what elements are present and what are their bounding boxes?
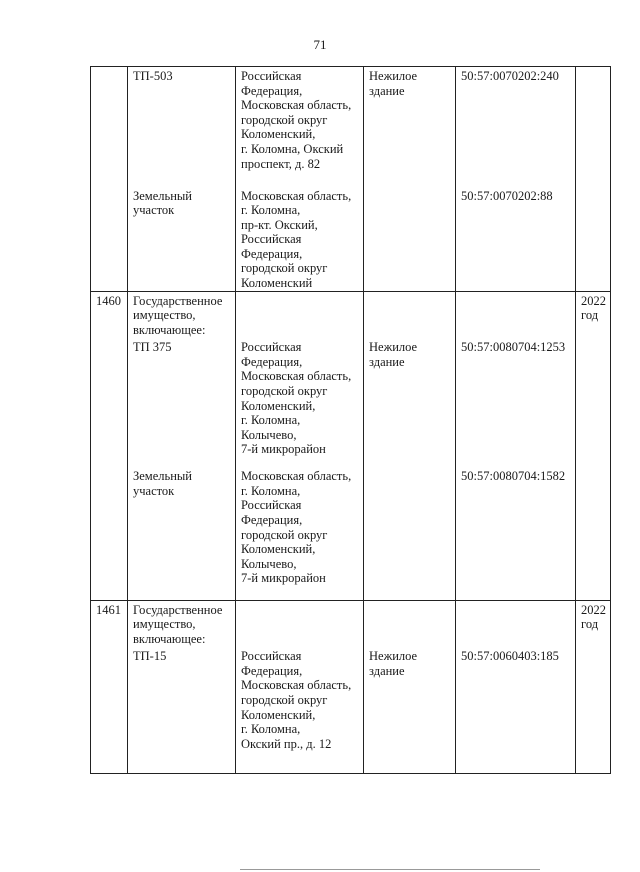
object-name: Земельный участок (128, 467, 236, 600)
cadastral-number (456, 291, 576, 338)
object-name: Государственное имущество, включающее: (128, 291, 236, 338)
object-purpose: Нежилое здание (364, 67, 456, 187)
object-name: Государственное имущество, включающее: (128, 600, 236, 647)
cadastral-number: 50:57:0080704:1253 (456, 338, 576, 467)
object-purpose (364, 467, 456, 600)
object-purpose: Нежилое здание (364, 338, 456, 467)
table-row (91, 291, 611, 338)
record-year (576, 187, 611, 292)
record-number (91, 67, 128, 187)
table-row (91, 67, 611, 187)
record-number (91, 467, 128, 600)
object-address (236, 291, 364, 338)
table-row (91, 647, 611, 773)
record-year (576, 467, 611, 600)
record-year: 2022 год (576, 600, 611, 647)
table-row (91, 338, 611, 467)
object-purpose (364, 291, 456, 338)
cadastral-number (456, 600, 576, 647)
cadastral-number: 50:57:0070202:240 (456, 67, 576, 187)
object-purpose (364, 600, 456, 647)
record-year (576, 647, 611, 773)
object-name: Земельный участок (128, 187, 236, 292)
object-address: Российская Федерация, Московская область, городской округ Коломенский, г. Коломна, Окский пр., д. 12 (236, 647, 364, 773)
property-registry-table (90, 66, 611, 774)
table-row (91, 187, 611, 292)
record-number (91, 187, 128, 292)
table-row (91, 600, 611, 647)
table-row (91, 467, 611, 600)
page-number: 71 (313, 37, 327, 52)
cadastral-number: 50:57:0080704:1582 (456, 467, 576, 600)
record-number: 1461 (91, 600, 128, 647)
object-address: Российская Федерация, Московская область, городской округ Коломенский, г. Коломна, Окский проспект, д. 82 (236, 67, 364, 187)
object-purpose (364, 187, 456, 292)
record-number (91, 338, 128, 467)
cadastral-number: 50:57:0060403:185 (456, 647, 576, 773)
object-name: ТП 375 (128, 338, 236, 467)
record-year (576, 67, 611, 187)
record-year (576, 338, 611, 467)
record-number: 1460 (91, 291, 128, 338)
object-purpose: Нежилое здание (364, 647, 456, 773)
object-address: Российская Федерация, Московская область, городской округ Коломенский, г. Коломна, Колычево, 7-й микрорайон (236, 338, 364, 467)
record-year: 2022 год (576, 291, 611, 338)
object-name: ТП-503 (128, 67, 236, 187)
object-address: Московская область, г. Коломна, Российская Федерация, городской округ Коломенский, Колычево, 7-й микрорайон (236, 467, 364, 600)
object-address (236, 600, 364, 647)
object-address: Московская область, г. Коломна, пр-кт. Окский, Российская Федерация, городской округ Коломенский (236, 187, 364, 292)
record-number (91, 647, 128, 773)
cadastral-number: 50:57:0070202:88 (456, 187, 576, 292)
object-name: ТП-15 (128, 647, 236, 773)
scan-edge-line (240, 869, 540, 870)
